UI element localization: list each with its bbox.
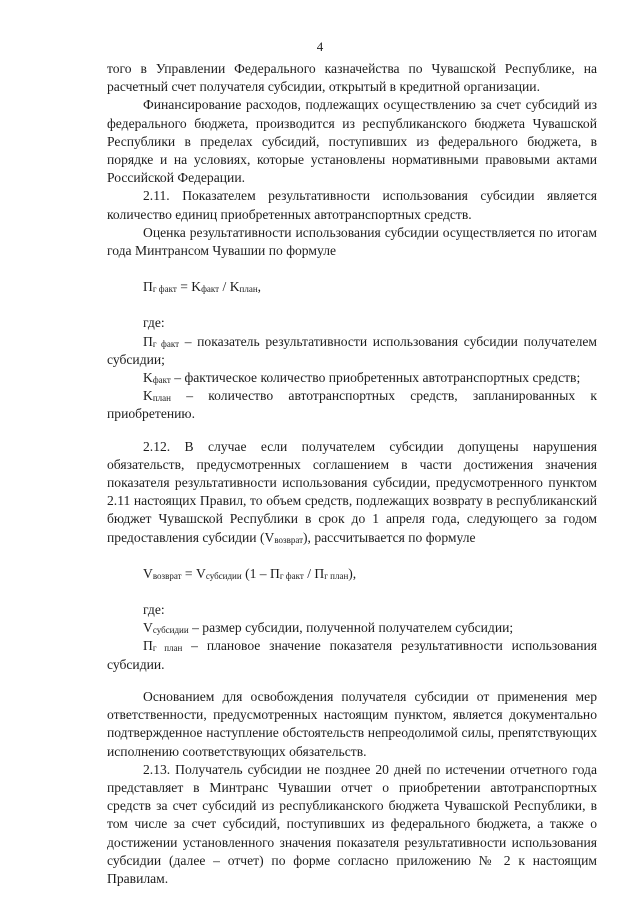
formula-result-indicator: $П_{г факт} = K_{факт} / K_{план}$, (143, 279, 262, 295)
where-label: где: (143, 315, 165, 331)
paragraph-financing: Финансирование расходов, подлежащих осуществлению за счет субсидий из федерального бюджета, производится из республиканского бюджета Чувашской Республики в пределах субсидий, поступивших из федерального бюджета, в порядке и на условиях, которые установлены нормативными правовыми актами Российской Федерации. (107, 97, 597, 186)
paragraph-evaluation: Оценка результативности использования субсидии осуществляется по итогам года Минтрансом Чувашии по формуле (107, 224, 597, 259)
definition-v-subsidy: $V_{субсидии}$ – размер субсидии, полученной получателем субсидии; (143, 620, 514, 636)
definition-k-plan: $K_{план}$ – количество автотранспортных средств, запланированных к приобретению. (107, 388, 597, 422)
document-body (107, 60, 597, 888)
paragraph-force-majeure: Основанием для освобождения получателя субсидии от применения мер ответственности, предусмотренных настоящим пунктом, является документально подтвержденное наступление обстоятельств непреодолимой силы, препятствующих исполнению соответствующих обязательств. (107, 688, 597, 759)
paragraph-continuation: того в Управлении Федерального казначейства по Чувашской Республике, на расчетный счет получателя субсидии, открытый в кредитной организации. (107, 61, 597, 95)
paragraph-2-13: 2.13. Получатель субсидии не позднее 20 дней по истечении отчетного года представляет в Минтранс Чувашии отчет о приобретении автотранспортных средств за счет субсидий из республиканского бюджета Чувашской Республики, в том числе за счет субсидий, поступивших из федерального бюджета, а также о достижении установленного значения показателя результативности использования субсидии (далее – отчет) по форме согласно приложению № 2 к настоящим Правилам. (107, 761, 597, 886)
where-label-2: где: (143, 602, 165, 618)
page-number: 4 (316, 39, 324, 54)
definition-p-plan: $П_{г план}$ – плановое значение показателя результативности использования субсидии. (107, 638, 598, 672)
definition-k-fact: $K_{факт}$ – фактическое количество приобретенных автотранспортных средств; (143, 370, 581, 386)
definition-p-fact: $П_{г факт}$ – показатель результативности использования субсидии получателем субсидии; (107, 333, 597, 367)
formula-refund-volume: $V_{возврат} = V_{субсидии}$ $(1 - П_{г факт} / П_{г план})$, (143, 565, 357, 581)
paragraph-2-12: 2.12. В случае если получателем субсидии допущены нарушения обязательств, предусмотренных соглашением в части достижения значения показателя результативности использования субсидии, предусмотренного пунктом 2.11 настоящих Правил, то объем средств, подлежащих возврату в республиканский бюджет Чувашской Республики в срок до 1 апреля года, следующего за годом предоставления субсидии $(V_{возврат})$, рассчитывается по формуле (107, 438, 597, 545)
paragraph-2-11: 2.11. Показателем результативности использования субсидии является количество единиц приобретенных автотранспортных средств. (107, 188, 597, 222)
